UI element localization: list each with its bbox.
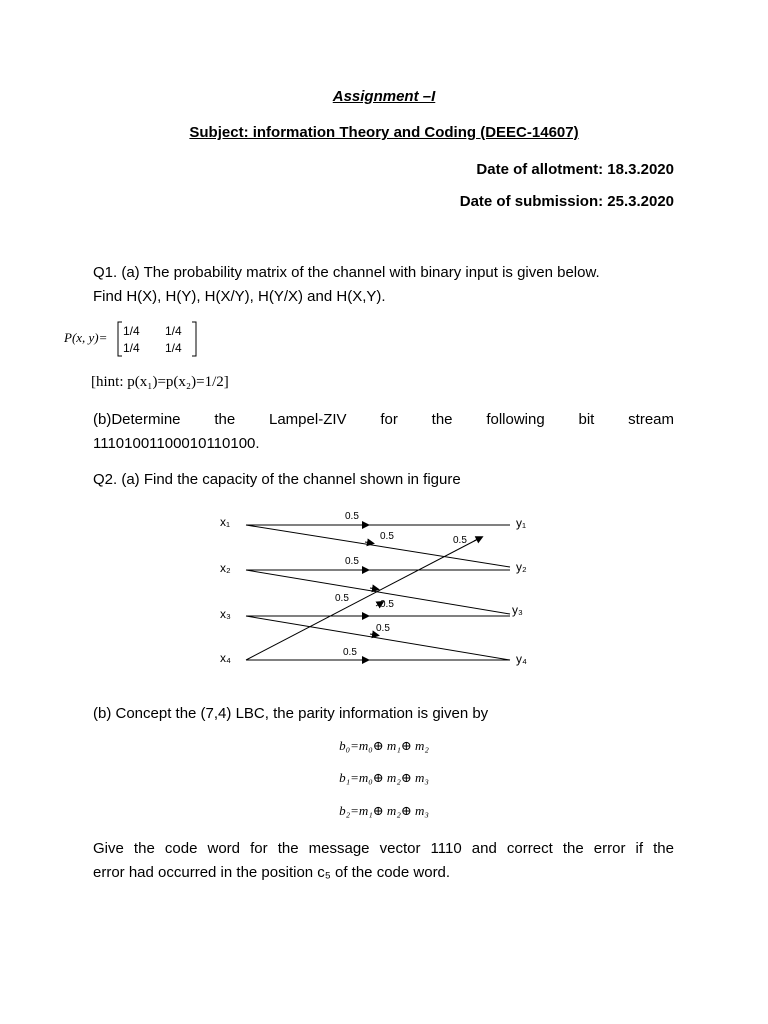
q2b-text: (b) Concept the (7,4) LBC, the parity information is given by bbox=[93, 705, 489, 722]
parity-equation-b2: b₂=m₁⊕ m₂⊕ m₃ bbox=[339, 803, 429, 818]
q2b-question-line-1: Give the code word for the message vector 1110 and correct the error if the bbox=[93, 840, 674, 857]
matrix-cell: 1/4 bbox=[123, 341, 140, 355]
edge-prob-label: 0.5 bbox=[376, 623, 390, 634]
date-of-allotment: Date of allotment: 18.3.2020 bbox=[476, 161, 674, 178]
q1b-bit-stream: 1110100110001011010​0. bbox=[93, 435, 260, 452]
edge-x2-y3 bbox=[246, 570, 510, 614]
edge-x4-y1 bbox=[246, 538, 480, 660]
date-of-submission: Date of submission: 25.3.2020 bbox=[459, 193, 674, 210]
edge-prob-label: 0.5 bbox=[343, 647, 357, 658]
edge-x1-y2 bbox=[246, 525, 510, 567]
assignment-title: Assignment –I bbox=[332, 88, 436, 105]
parity-equation-b1: b₁=m₀⊕ m₂⊕ m₃ bbox=[339, 770, 429, 785]
parity-equation-b0: b₀=m₀⊕ m₁⊕ m₂ bbox=[339, 738, 429, 753]
input-label-x1: x₁ bbox=[220, 515, 231, 529]
edge-prob-label: 0.5 bbox=[345, 556, 359, 567]
channel-diagram bbox=[210, 500, 550, 675]
edge-prob-label: 0.5 bbox=[345, 511, 359, 522]
matrix-label: P(x, y)= bbox=[64, 330, 108, 345]
hint-text: [hint: p(x₁)=p(x₂)=1/2] bbox=[91, 374, 229, 390]
q1a-line-1: Q1. (a) The probability matrix of the channel with binary input is given below. bbox=[93, 264, 600, 281]
matrix-cell: 1/4 bbox=[165, 341, 182, 355]
q1a-line-2: Find H(X), H(Y), H(X/Y), H(Y/X) and H(X,Y). bbox=[93, 288, 386, 305]
edge-prob-label: 0.5 bbox=[380, 531, 394, 542]
input-label-x3: x₃ bbox=[220, 607, 231, 621]
subject-line: Subject: information Theory and Coding (DEEC-14607) bbox=[189, 124, 579, 141]
output-label-y1: y₁ bbox=[516, 516, 527, 530]
input-label-x2: x₂ bbox=[220, 561, 231, 575]
matrix-cell: 1/4 bbox=[165, 324, 182, 338]
input-label-x4: x₄ bbox=[220, 651, 231, 665]
edge-prob-label: 0.5 bbox=[335, 593, 349, 604]
q2a-text: Q2. (a) Find the capacity of the channel shown in figure bbox=[93, 471, 461, 488]
edge-prob-label: 0.5 bbox=[453, 535, 467, 546]
matrix-cell: 1/4 bbox=[123, 324, 140, 338]
output-label-y3: y₃ bbox=[512, 603, 523, 617]
output-label-y4: y₄ bbox=[516, 652, 527, 666]
probability-matrix bbox=[117, 320, 197, 358]
edge-prob-label: 0.5 bbox=[380, 599, 394, 610]
q1b-line-1: (b)Determine the Lampel-ZIV for the following bit stream bbox=[93, 411, 674, 428]
q2b-question-line-2: error had occurred in the position c₅ of the code word. bbox=[93, 864, 451, 881]
output-label-y2: y₂ bbox=[516, 560, 527, 574]
